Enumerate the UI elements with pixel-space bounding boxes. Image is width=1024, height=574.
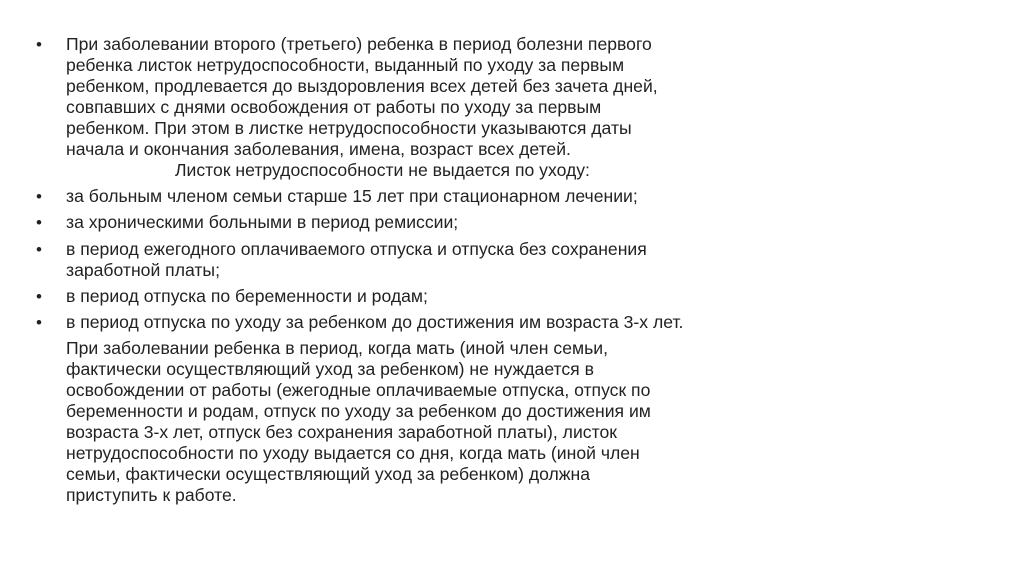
bullet-marker: •: [36, 35, 42, 54]
list-item-text: в период ежегодного оплачиваемого отпуска и отпуска без сохранения заработной платы;: [66, 239, 647, 280]
list-item-text: за больным членом семьи старше 15 лет при стационарном лечении;: [66, 186, 638, 206]
list-item-text: в период отпуска по уходу за ребенком до достижения им возраста 3-х лет.: [66, 312, 684, 332]
not-issued-heading: Листок нетрудоспособности не выдается по уходу:: [175, 160, 590, 180]
bullet-marker: •: [36, 187, 42, 206]
list-item-text: за хроническими больными в период ремиссии;: [66, 212, 459, 232]
bullet-marker: •: [36, 287, 42, 306]
list-item-text: в период отпуска по беременности и родам;: [66, 286, 428, 306]
intro-bullet-text: При заболевании второго (третьего) ребенка в период болезни первого ребенка листок нетрудоспособности, выданный по уходу за первым ребенком, продлевается до выздоровления всех детей без зачета дней, совпавших с днями освобождения от работы по уходу за первым ребенком. При этом в листке нетрудоспособности указываются даты начала и окончания заболевания, имена, возраст всех детей.: [66, 34, 658, 159]
bullet-marker: •: [36, 240, 42, 259]
closing-paragraph: При заболевании ребенка в период, когда мать (иной член семьи, фактически осуществляющий уход за ребенком) не нуждается в освобождении от работы (ежегодные оплачиваемые отпуска, отпуск по беременности и родам, отпуск по уходу за ребенком до достижения им возраста 3-х лет, отпуск без сохранения заработной платы), листок нетрудоспособности по уходу выдается со дня, когда мать (иной член семьи, фактически осуществляющий уход за ребенком) должна приступить к работе.: [66, 338, 651, 505]
bullet-marker: •: [36, 213, 42, 232]
bullet-marker: •: [36, 313, 42, 332]
